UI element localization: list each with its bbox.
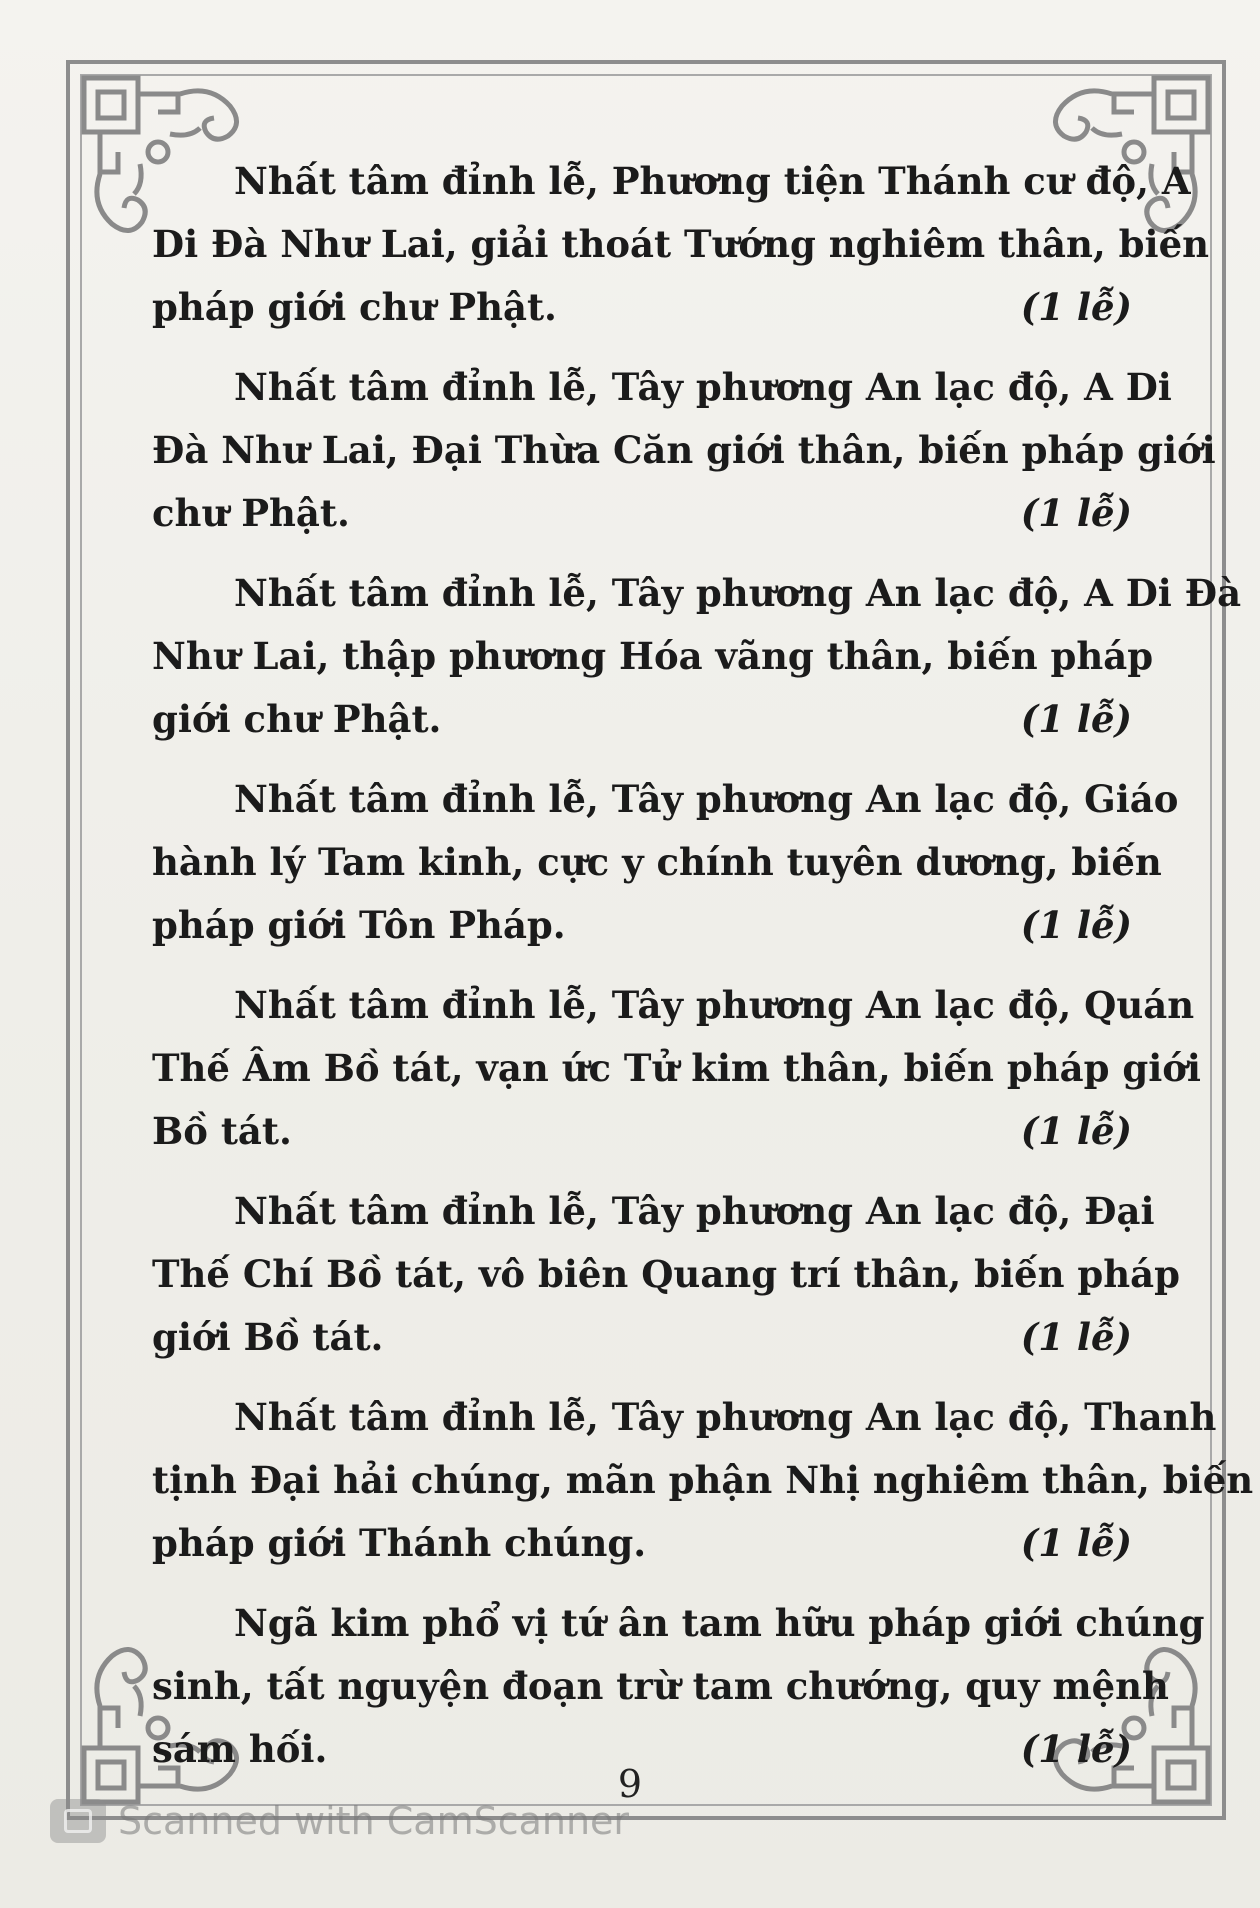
text-line: hành lý Tam kinh, cực y chính tuyên dương, biến xyxy=(152,840,1162,884)
line-text: pháp giới Tôn Pháp. xyxy=(152,903,566,947)
line-text: Bồ tát. xyxy=(152,1109,292,1153)
paragraph xyxy=(152,1180,1180,1369)
text-line-last xyxy=(152,1100,1132,1163)
prayer-text xyxy=(152,150,1254,1798)
text-line: Di Đà Như Lai, giải thoát Tướng nghiêm thân, biến xyxy=(152,222,1210,266)
watermark-text: Scanned with CamScanner xyxy=(118,1799,630,1843)
paragraph xyxy=(152,1386,1254,1575)
text-line-last xyxy=(152,276,1132,339)
text-line: Thế Âm Bồ tát, vạn ức Tử kim thân, biến pháp giới xyxy=(152,1046,1201,1090)
line-text: pháp giới Thánh chúng. xyxy=(152,1521,647,1565)
bow-count: (1 lễ) xyxy=(1020,697,1132,741)
text-line: Nhất tâm đỉnh lễ, Tây phương An lạc độ, Giáo xyxy=(234,777,1179,821)
text-line: tịnh Đại hải chúng, mãn phận Nhị nghiêm thân, biến xyxy=(152,1458,1254,1502)
paragraph xyxy=(152,1592,1205,1781)
bow-count: (1 lễ) xyxy=(1020,1315,1132,1359)
text-line-last xyxy=(152,688,1132,751)
text-line: Thế Chí Bồ tát, vô biên Quang trí thân, biến pháp xyxy=(152,1252,1180,1296)
bow-count: (1 lễ) xyxy=(1020,1727,1132,1771)
text-line-last xyxy=(152,894,1132,957)
paragraph xyxy=(152,768,1179,957)
bow-count: (1 lễ) xyxy=(1020,491,1132,535)
text-line: Nhất tâm đỉnh lễ, Tây phương An lạc độ, Quán xyxy=(234,983,1195,1027)
text-line: Nhất tâm đỉnh lễ, Tây phương An lạc độ, Đại xyxy=(234,1189,1155,1233)
text-line: Nhất tâm đỉnh lễ, Phương tiện Thánh cư độ, A xyxy=(234,159,1191,203)
bow-count: (1 lễ) xyxy=(1020,285,1132,329)
bow-count: (1 lễ) xyxy=(1020,1521,1132,1565)
line-text: sám hối. xyxy=(152,1727,328,1771)
paragraph xyxy=(152,356,1216,545)
text-line: Đà Như Lai, Đại Thừa Căn giới thân, biến pháp giới xyxy=(152,428,1216,472)
paragraph xyxy=(152,562,1242,751)
line-text: giới chư Phật. xyxy=(152,697,442,741)
text-line: Ngã kim phổ vị tứ ân tam hữu pháp giới chúng xyxy=(234,1601,1205,1645)
bow-count: (1 lễ) xyxy=(1020,1109,1132,1153)
bow-count: (1 lễ) xyxy=(1020,903,1132,947)
text-line-last xyxy=(152,1306,1132,1369)
line-text: giới Bồ tát. xyxy=(152,1315,384,1359)
text-line: Nhất tâm đỉnh lễ, Tây phương An lạc độ, A Di xyxy=(234,365,1172,409)
line-text: pháp giới chư Phật. xyxy=(152,285,557,329)
camscanner-logo-icon xyxy=(50,1799,106,1843)
text-line: sinh, tất nguyện đoạn trừ tam chướng, quy mệnh xyxy=(152,1664,1169,1708)
text-line: Như Lai, thập phương Hóa vãng thân, biến pháp xyxy=(152,634,1154,678)
text-line-last xyxy=(152,1512,1132,1575)
paragraph xyxy=(152,150,1210,339)
text-line-last xyxy=(152,482,1132,545)
scanner-watermark xyxy=(50,1796,730,1846)
page-number: 9 xyxy=(617,1762,643,1806)
text-line: Nhất tâm đỉnh lễ, Tây phương An lạc độ, Thanh xyxy=(234,1395,1217,1439)
line-text: chư Phật. xyxy=(152,491,350,535)
paragraph xyxy=(152,974,1201,1163)
text-line: Nhất tâm đỉnh lễ, Tây phương An lạc độ, A Di Đà xyxy=(234,571,1242,615)
